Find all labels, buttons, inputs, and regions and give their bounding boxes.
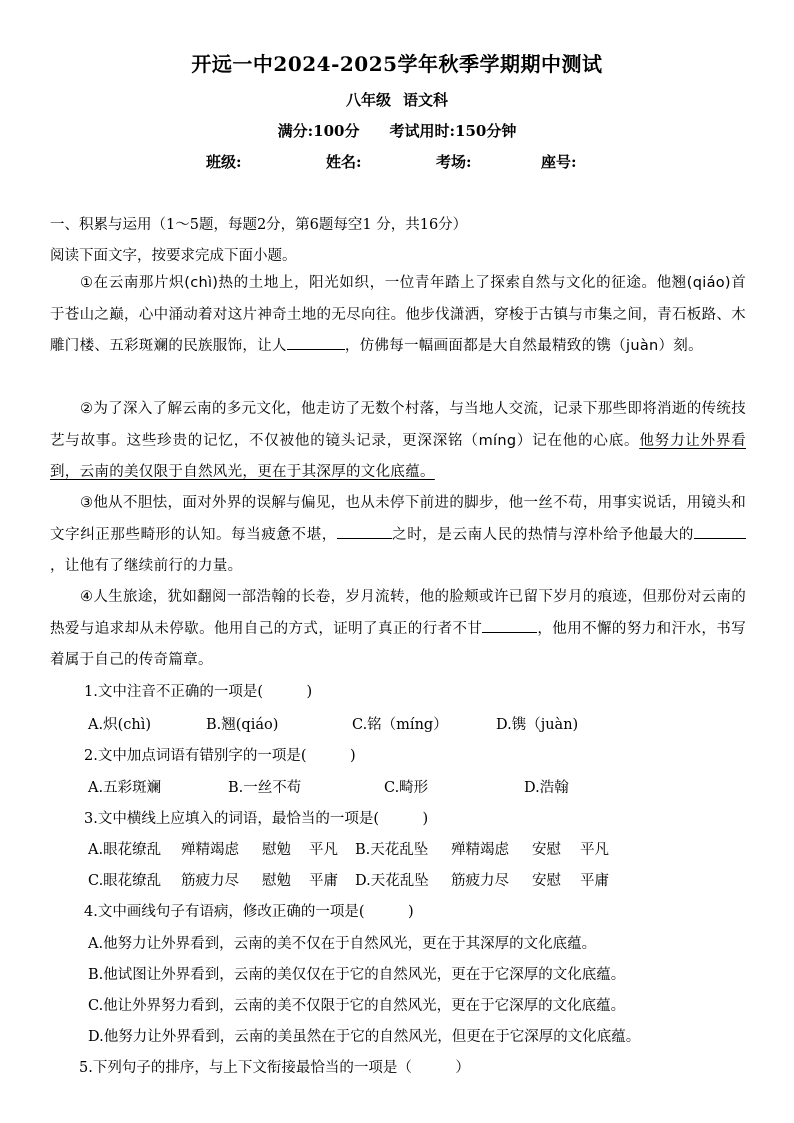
subject-label: 语文科	[403, 91, 449, 109]
grade-subject	[0, 89, 794, 110]
question-4-stem: 4.文中画线句子有语病，修改正确的一项是( )	[84, 904, 414, 920]
passage-paragraph-4: ④人生旅途，犹如翻阅一部浩翰的长卷，岁月流转，他的脸颊或许已留下岁月的痕迹，但那份对云南的热爱与追求却从未停歇。他用自己的方式，证明了真正的行者不甘 ，他用不懈的努力和汗水，书写着属于自己的传奇篇章。	[50, 589, 746, 668]
blank-2	[337, 523, 392, 539]
q2-option-a[interactable]: A.五彩斑斓	[88, 780, 162, 796]
section-heading: 一、积累与运用（1～5题，每题2分，第6题每空1 分，共16分）	[50, 217, 468, 233]
q4-option-b[interactable]: B.他试图让外界看到，云南的美仅仅在于它的自然风光，更在于它深厚的文化底蕴。	[88, 967, 626, 983]
q4-option-c[interactable]: C.他让外界努力看到，云南的美不仅限于它的自然风光，更在于它深厚的文化底蕴。	[88, 998, 626, 1014]
passage-paragraph-1: ①在云南那片炽(chì)热的土地上，阳光如织，一位青年踏上了探索自然与文化的征途。他翘(qiáo)首于苍山之巅，心中涌动着对这片神奇土地的无尽向往。他步伐潇洒，穿梭于古镇与市集之间，青石板路、木雕门楼、五彩斑斓的民族服饰，让人 ，仿佛每一幅画面都是大自然最精致的镌（juàn）刻。	[50, 275, 746, 354]
exam-page: 开远一中2024-2025学年秋季学期期中测试 八年级 语文科 满分:100分 考试用时:150分钟 班级: 姓名: 考场: 座号: 一、积累与运用（1～5题，每题2分，第6题每空1 分，共16分） 阅读下面文字，按要求完成下面小题。 ①在云南那片炽(chì)热的土地上，阳光如织，一位青年踏上了探索自然与文化的征途。他翘(qiáo)首于苍山之巅，心中涌动着对这片神奇土地的无尽向往。他步伐潇洒，穿梭于古镇与市集之间，青石板路、木雕门楼、五彩斑斓的民族服饰，让人 ，仿佛每一幅画面都是大自然最精致的镌（juàn）刻。 ②为了深入了解云南的多元文化，他走访了无数个村落，与当地人交流，记录下那些即将消逝的传统技艺与故事。这些珍贵的记忆，不仅被他的镜头记录，更深深铭（míng）记在他的心底。他努力让外界看到，云南的美仅限于自然风光，更在于其深厚的文化底蕴。 ③他从不胆怯，面对外界的误解与偏见，也从未停下前进的脚步，他一丝不苟，用事实说话，用镜头和文字纠正那些畸形的认知。每当疲惫不堪， 之时，是云南人民的热情与淳朴给予他最大的，让他有了继续前行的力量。 ④人生旅途，犹如翻阅一部浩翰的长卷，岁月流转，他的脸颊或许已留下岁月的痕迹，但那份对云南的热爱与追求却从未停歇。他用自己的方式，证明了真正的行者不甘 ，他用不懈的努力和汗水，书写着属于自己的传奇篇章。 1.文中注音不正确的一项是( ) A.炽(chì) B.翘(qiáo) C.铭（míng） D.镌（juàn) 2.文中加点词语有错别字的一项是( ) A.五彩斑斓 B.一丝不苟 C.畸形 D.浩翰 3.文中横线上应填入的词语，最恰当的一项是( ) A.眼花缭乱 殚精竭虑 慰勉 平凡 B.天花乱坠 殚精竭虑 安慰 平凡 C.眼花缭乱 筋疲力尽 慰勉 平庸 D.天花乱坠 筋疲力尽 安慰 平庸 4.文中画线句子有语病，修改正确的一项是( ) A.他努力让外界看到，云南的美不仅在于自然风光，更在于其深厚的文化底蕴。 B.他试图让外界看到，云南的美仅仅在于它的自然风光，更在于它深厚的文化底蕴。 C.他让外界努力看到，云南的美不仅限于它的自然风光，更在于它深厚的文化底蕴。 D.他努力让外界看到，云南的美虽然在于它的自然风光，但更在于它深厚的文化底蕴。 5.下列句子的排序，与上下文衔接最恰当的一项是（ ）	[0, 0, 794, 1123]
section-instruction: 阅读下面文字，按要求完成下面小题。	[50, 248, 297, 264]
grade-label: 八年级	[345, 91, 391, 109]
question-3-stem: 3.文中横线上应填入的词语，最恰当的一项是( )	[84, 811, 429, 827]
q1-option-c[interactable]: C.铭（míng）	[352, 717, 448, 733]
room-field-label: 考场:	[436, 153, 472, 171]
q2-option-d[interactable]: D.浩翰	[524, 780, 569, 796]
name-field-label: 姓名:	[326, 153, 362, 171]
q1-option-d[interactable]: D.镌（juàn)	[496, 717, 579, 733]
question-5-stem: 5.下列句子的排序，与上下文衔接最恰当的一项是（ ）	[79, 1060, 470, 1076]
passage-paragraph-3: ③他从不胆怯，面对外界的误解与偏见，也从未停下前进的脚步，他一丝不苟，用事实说话，用镜头和文字纠正那些畸形的认知。每当疲惫不堪， 之时，是云南人民的热情与淳朴给予他最大的，让他有了继续前行的力量。	[50, 495, 746, 574]
full-score: 满分:100分	[277, 122, 360, 140]
seat-field-label: 座号:	[541, 153, 577, 171]
blank-3	[694, 523, 746, 539]
exam-title: 开远一中2024-2025学年秋季学期期中测试	[191, 52, 603, 76]
question-2-stem: 2.文中加点词语有错别字的一项是( )	[84, 748, 356, 764]
q2-option-c[interactable]: C.畸形	[384, 780, 429, 796]
underlined-sentence: 他努力让外界看到，云南的美仅限于自然风光，更在于其深厚的文化底蕴。	[50, 432, 746, 480]
question-1-stem: 1.文中注音不正确的一项是( )	[84, 684, 313, 700]
exam-duration: 考试用时:150分钟	[389, 122, 517, 140]
q1-option-b[interactable]: B.翘(qiáo)	[206, 717, 279, 733]
q4-option-d[interactable]: D.他努力让外界看到，云南的美虽然在于它的自然风光，但更在于它深厚的文化底蕴。	[88, 1029, 641, 1045]
q1-option-a[interactable]: A.炽(chì)	[88, 717, 151, 733]
q2-option-b[interactable]: B.一丝不苟	[228, 780, 302, 796]
exam-meta	[0, 120, 794, 141]
blank-1	[287, 335, 345, 351]
passage-paragraph-2: ②为了深入了解云南的多元文化，他走访了无数个村落，与当地人交流，记录下那些即将消逝的传统技艺与故事。这些珍贵的记忆，不仅被他的镜头记录，更深深铭（míng）记在他的心底。他努力让外界看到，云南的美仅限于自然风光，更在于其深厚的文化底蕴。	[50, 401, 746, 480]
class-field-label: 班级:	[206, 153, 242, 171]
q4-option-a[interactable]: A.他努力让外界看到，云南的美不仅在于自然风光，更在于其深厚的文化底蕴。	[88, 936, 597, 952]
blank-4	[482, 617, 537, 633]
